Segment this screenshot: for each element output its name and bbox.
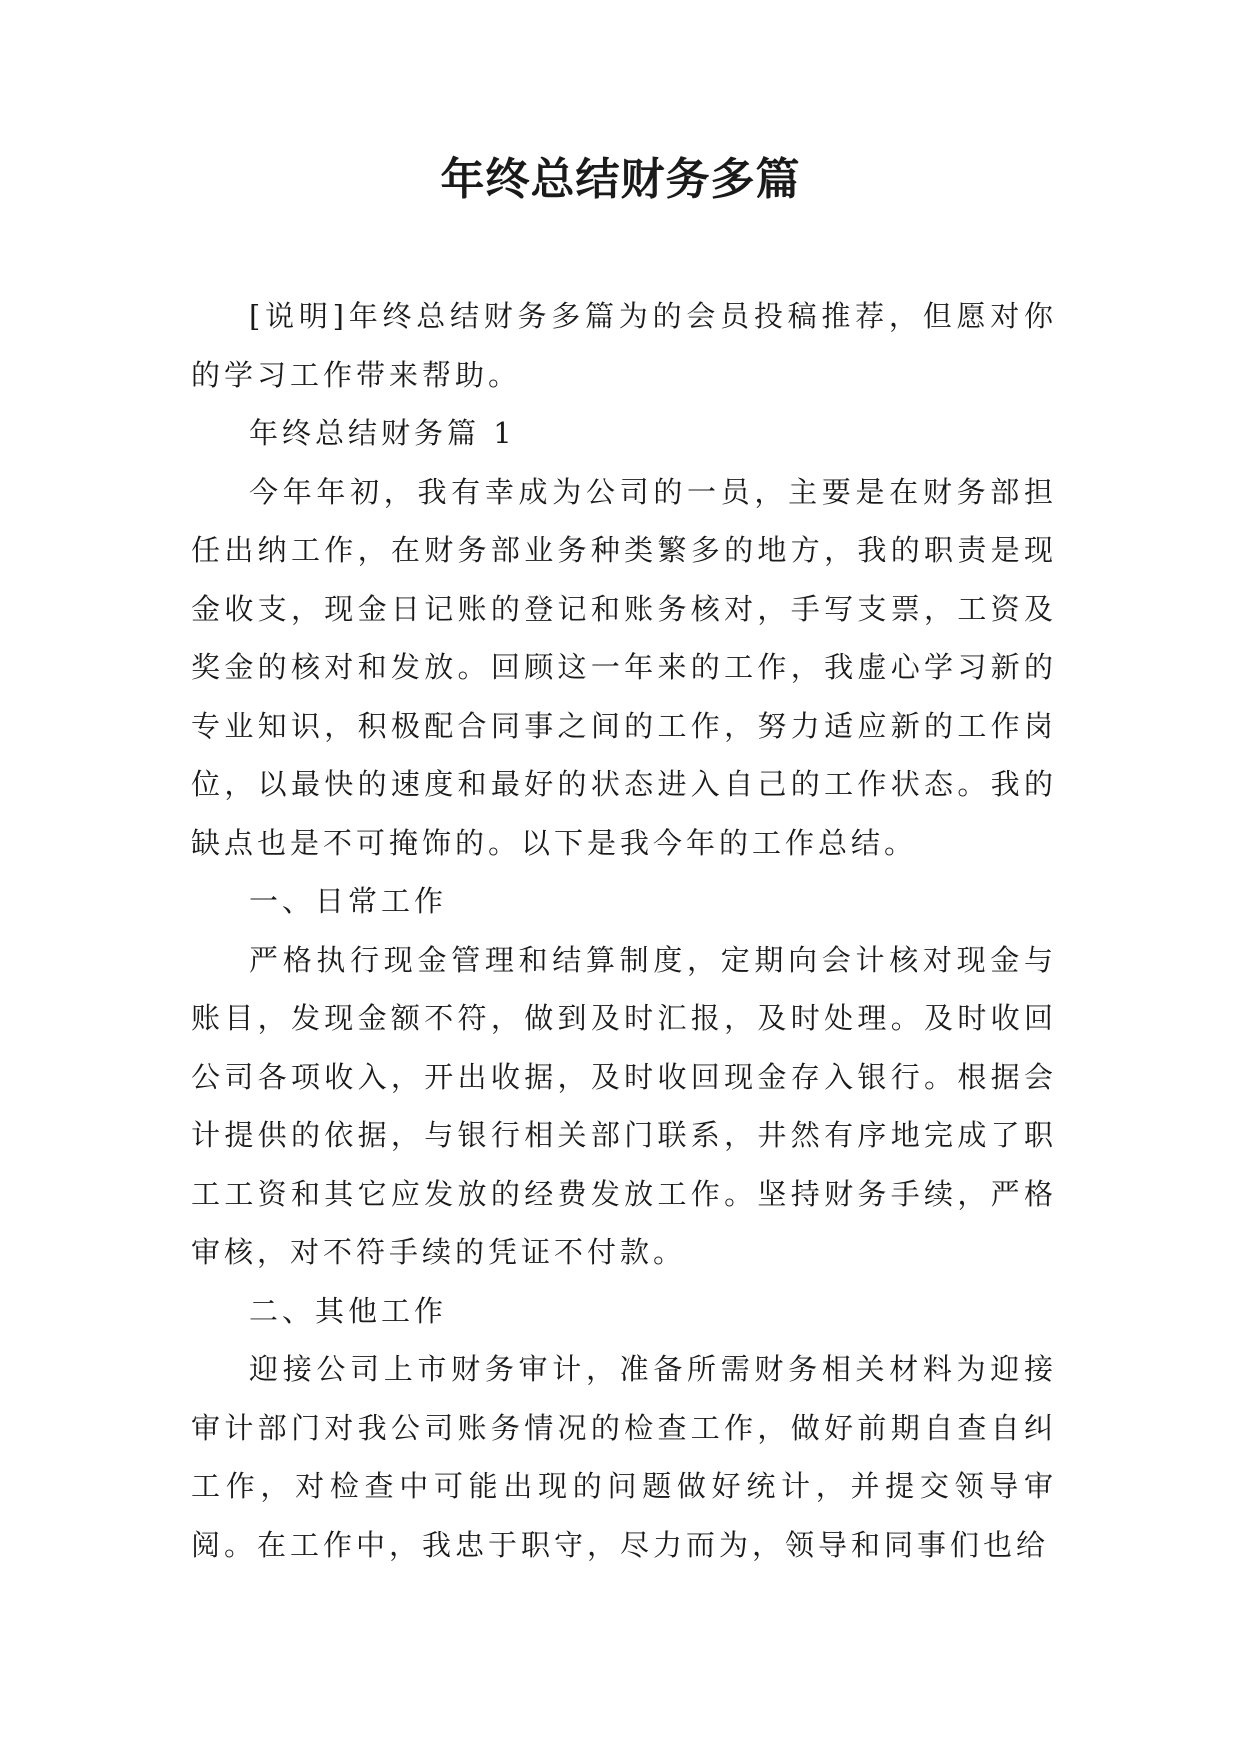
- body-paragraph: 今年年初，我有幸成为公司的一员，主要是在财务部担任出纳工作，在财务部业务种类繁多的地方，我的职责是现金收支，现金日记账的登记和账务核对，手写支票，工资及奖金的核对和发放。回顾这一年来的工作，我虚心学习新的专业知识，积极配合同事之间的工作，努力适应新的工作岗位，以最快的速度和最好的状态进入自己的工作状态。我的缺点也是不可掩饰的。以下是我今年的工作总结。: [191, 474, 1057, 860]
- section-heading-part-1: 年终总结财务篇 1: [249, 416, 516, 450]
- document-title: 年终总结财务多篇: [440, 154, 801, 205]
- body-paragraph: 严格执行现金管理和结算制度，定期向会计核对现金与账目，发现金额不符，做到及时汇报，及时处理。及时收回公司各项收入，开出收据，及时收回现金存入银行。根据会计提供的依据，与银行相关部门联系，井然有序地完成了职工工资和其它应发放的经费发放工作。坚持财务手续，严格审核，对不符手续的凭证不付款。: [191, 942, 1057, 1269]
- section-heading-daily-work: 一、日常工作: [249, 884, 448, 918]
- intro-note-paragraph: [说明]年终总结财务多篇为的会员投稿推荐，但愿对你的学习工作带来帮助。: [191, 299, 1057, 392]
- body-paragraph: 迎接公司上市财务审计，准备所需财务相关材料为迎接审计部门对我公司账务情况的检查工作，做好前期自查自纠工作，对检查中可能出现的问题做好统计，并提交领导审阅。在工作中，我忠于职守，尽力而为，领导和同事们也给: [191, 1352, 1057, 1562]
- section-heading-other-work: 二、其他工作: [249, 1293, 448, 1328]
- document-body: [191, 287, 1057, 1574]
